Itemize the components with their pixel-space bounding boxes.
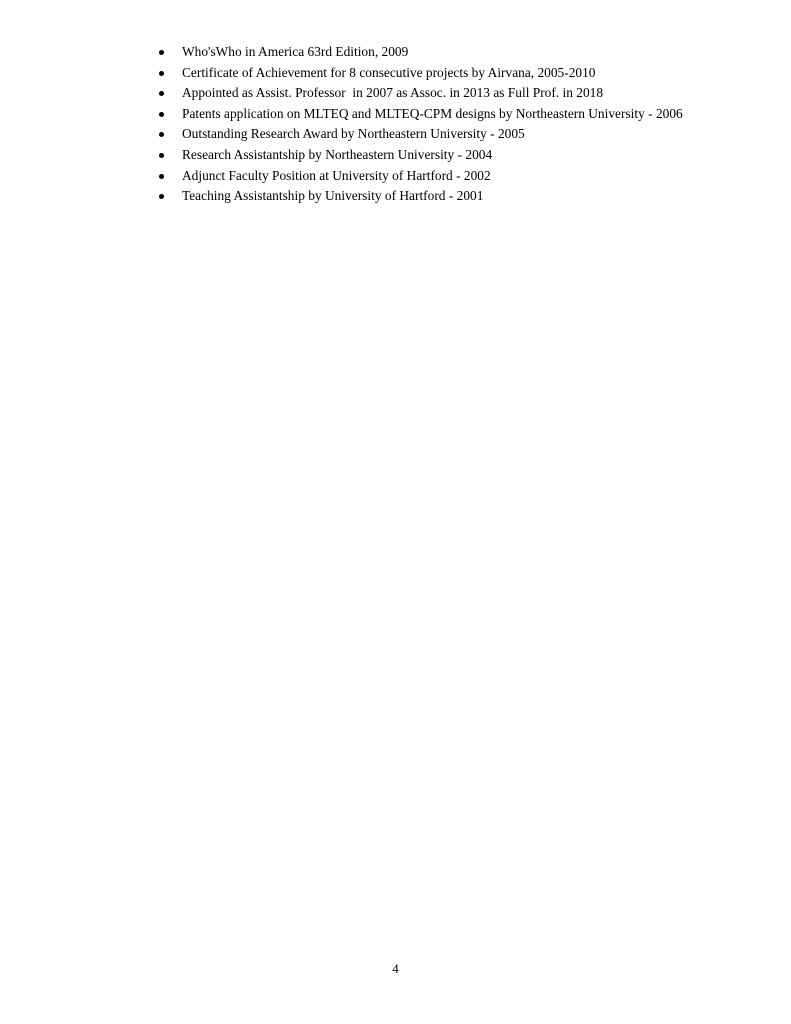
list-item [159, 145, 759, 166]
bullet-icon [159, 132, 164, 137]
list-item [159, 83, 759, 104]
list-item [159, 42, 759, 63]
award-text: Adjunct Faculty Position at University of Hartford - 2002 [182, 167, 491, 183]
bullet-icon [159, 174, 164, 179]
bullet-icon [159, 112, 164, 117]
bullet-icon [159, 71, 164, 76]
list-item [159, 166, 759, 187]
award-text: Certificate of Achievement for 8 consecutive projects by Airvana, 2005-2010 [182, 64, 596, 80]
list-item [159, 63, 759, 84]
awards-list [159, 42, 759, 207]
list-item [159, 104, 759, 125]
award-text: Research Assistantship by Northeastern University - 2004 [182, 146, 493, 162]
page-number: 4 [392, 961, 399, 976]
bullet-icon [159, 50, 164, 55]
award-text: Outstanding Research Award by Northeastern University - 2005 [182, 126, 525, 142]
award-text: Who'sWho in America 63rd Edition, 2009 [182, 44, 409, 59]
list-item [159, 186, 759, 207]
list-item [159, 124, 759, 145]
bullet-icon [159, 194, 164, 199]
award-text: Teaching Assistantship by University of Hartford - 2001 [182, 188, 484, 204]
award-text: Appointed as Assist. Professor in 2007 as Assoc. in 2013 as Full Prof. in 2018 [182, 85, 604, 101]
award-text: Patents application on MLTEQ and MLTEQ-CPM designs by Northeastern University - 2006 [182, 105, 683, 121]
bullet-icon [159, 91, 164, 96]
bullet-icon [159, 153, 164, 158]
